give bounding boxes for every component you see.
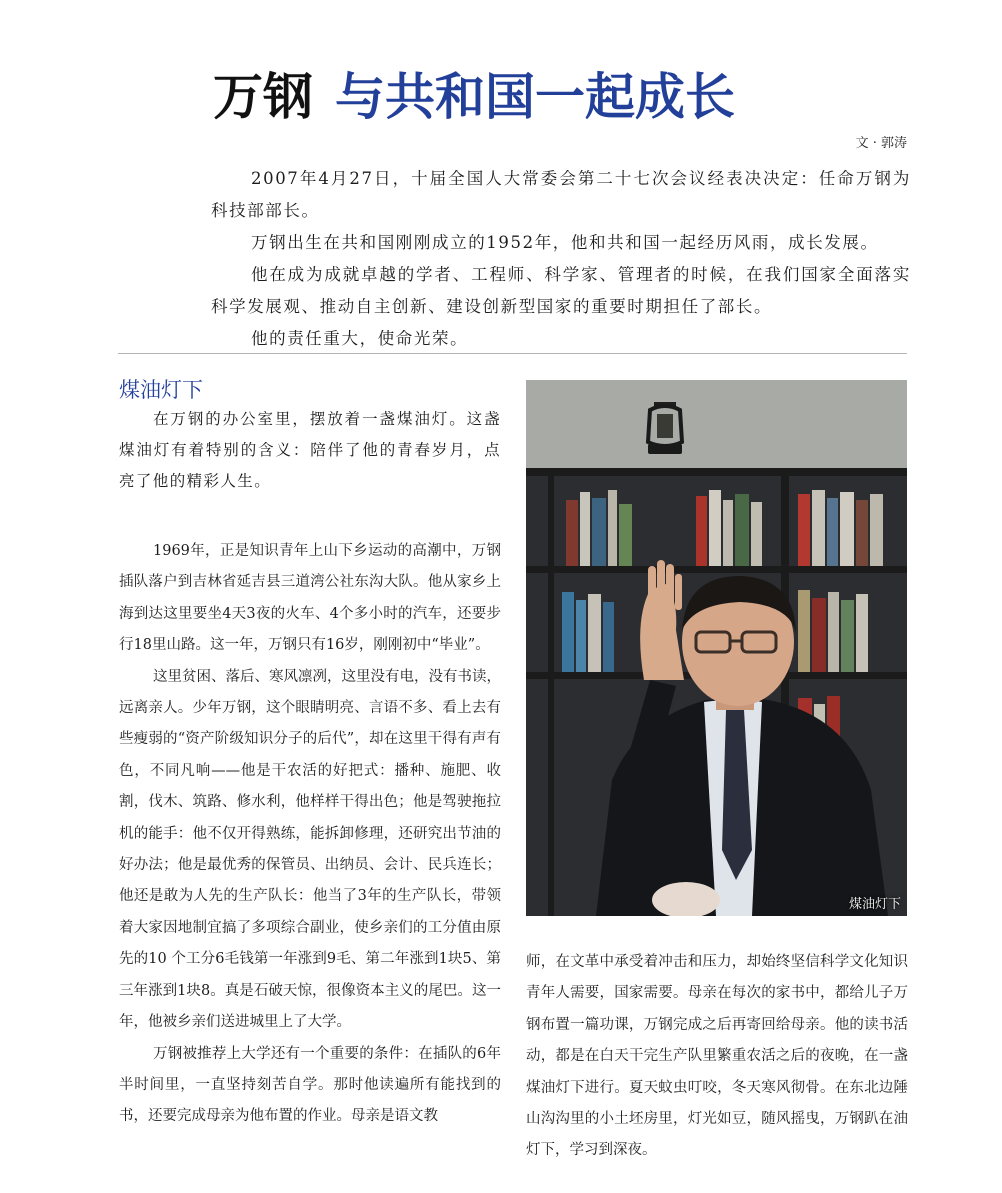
body-paragraph: 1969年，正是知识青年上山下乡运动的高潮中，万钢插队落户到吉林省延吉县三道湾公社东沟大队。他从家乡上海到达这里要坐4天3夜的火车、4个多小时的汽车，还要步行18里山路。这一年，万钢只有16岁，刚刚初中“毕业”。: [119, 543, 501, 654]
title-subtitle: 与共和国一起成长: [335, 68, 735, 126]
lead-paragraph: 他在成为成就卓越的学者、工程师、科学家、管理者的时候，在我们国家全面落实科学发展观、推动自主创新、建设创新型国家的重要时期担任了部长。: [211, 265, 911, 316]
section-divider: [118, 353, 907, 354]
right-column: [526, 947, 908, 1167]
body-paragraph: 这里贫困、落后、寒风凛冽，这里没有电，没有书读，远离亲人。少年万钢，这个眼睛明亮、言语不多、看上去有些瘦弱的“资产阶级知识分子的后代”，却在这里干得有声有色，不同凡响——他是干农活的好把式：播种、施肥、收割，伐木、筑路、修水利，他样样干得出色；他是驾驶拖拉机的能手：他不仅开得熟练，能拆卸修理，还研究出节油的好办法；他是最优秀的保管员、出纳员、会计、民兵连长；他还是敢为人先的生产队长：他当了3年的生产队长，带领着大家因地制宜搞了多项综合副业，使乡亲们的工分值由原先的10 个工分6毛钱第一年涨到9毛、第二年涨到1块5、第三年涨到1块8。真是石破天惊，很像资本主义的尾巴。这一年，他被乡亲们送进城里上了大学。: [119, 668, 501, 1031]
byline: 文 · 郭涛: [855, 136, 907, 151]
intro-paragraph: 在万钢的办公室里，摆放着一盏煤油灯。这盏煤油灯有着特别的含义：陪伴了他的青春岁月，点亮了他的精彩人生。: [119, 410, 501, 490]
lead-block: [211, 163, 911, 355]
section-heading: 煤油灯下: [119, 378, 203, 402]
lead-paragraph: 万钢出生在共和国刚刚成立的1952年，他和共和国一起经历风雨，成长发展。: [251, 233, 879, 252]
photo-caption: 煤油灯下: [848, 897, 901, 912]
left-column: [119, 376, 501, 1133]
photo-illustration: [526, 380, 907, 916]
lead-paragraph: 他的责任重大，使命光荣。: [251, 329, 469, 348]
title-name: 万钢: [213, 68, 313, 126]
lead-paragraph: 2007年4月27日，十届全国人大常委会第二十七次会议经表决决定：任命万钢为科技部部长。: [211, 169, 911, 220]
portrait-photo: [526, 380, 907, 916]
article-title: [213, 66, 735, 128]
section-intro: [119, 404, 501, 497]
body-paragraph-continued: 师，在文革中承受着冲击和压力，却始终坚信科学文化知识青年人需要，国家需要。母亲在每次的家书中，都给儿子万钢布置一篇功课，万钢完成之后再寄回给母亲。他的读书活动，都是在白天干完生产队里繁重农活之后的夜晚，在一盏煤油灯下进行。夏天蚊虫叮咬，冬天寒风彻骨。在东北边陲山沟沟里的小土坯房里，灯光如豆，随风摇曳，万钢趴在油灯下，学习到深夜。: [526, 954, 908, 1159]
body-text: [119, 536, 501, 1133]
body-paragraph: 万钢被推荐上大学还有一个重要的条件：在插队的6年半时间里，一直坚持刻苦自学。那时他读遍所有能找到的书，还要完成母亲为他布置的作业。母亲是语文教: [119, 1045, 501, 1125]
